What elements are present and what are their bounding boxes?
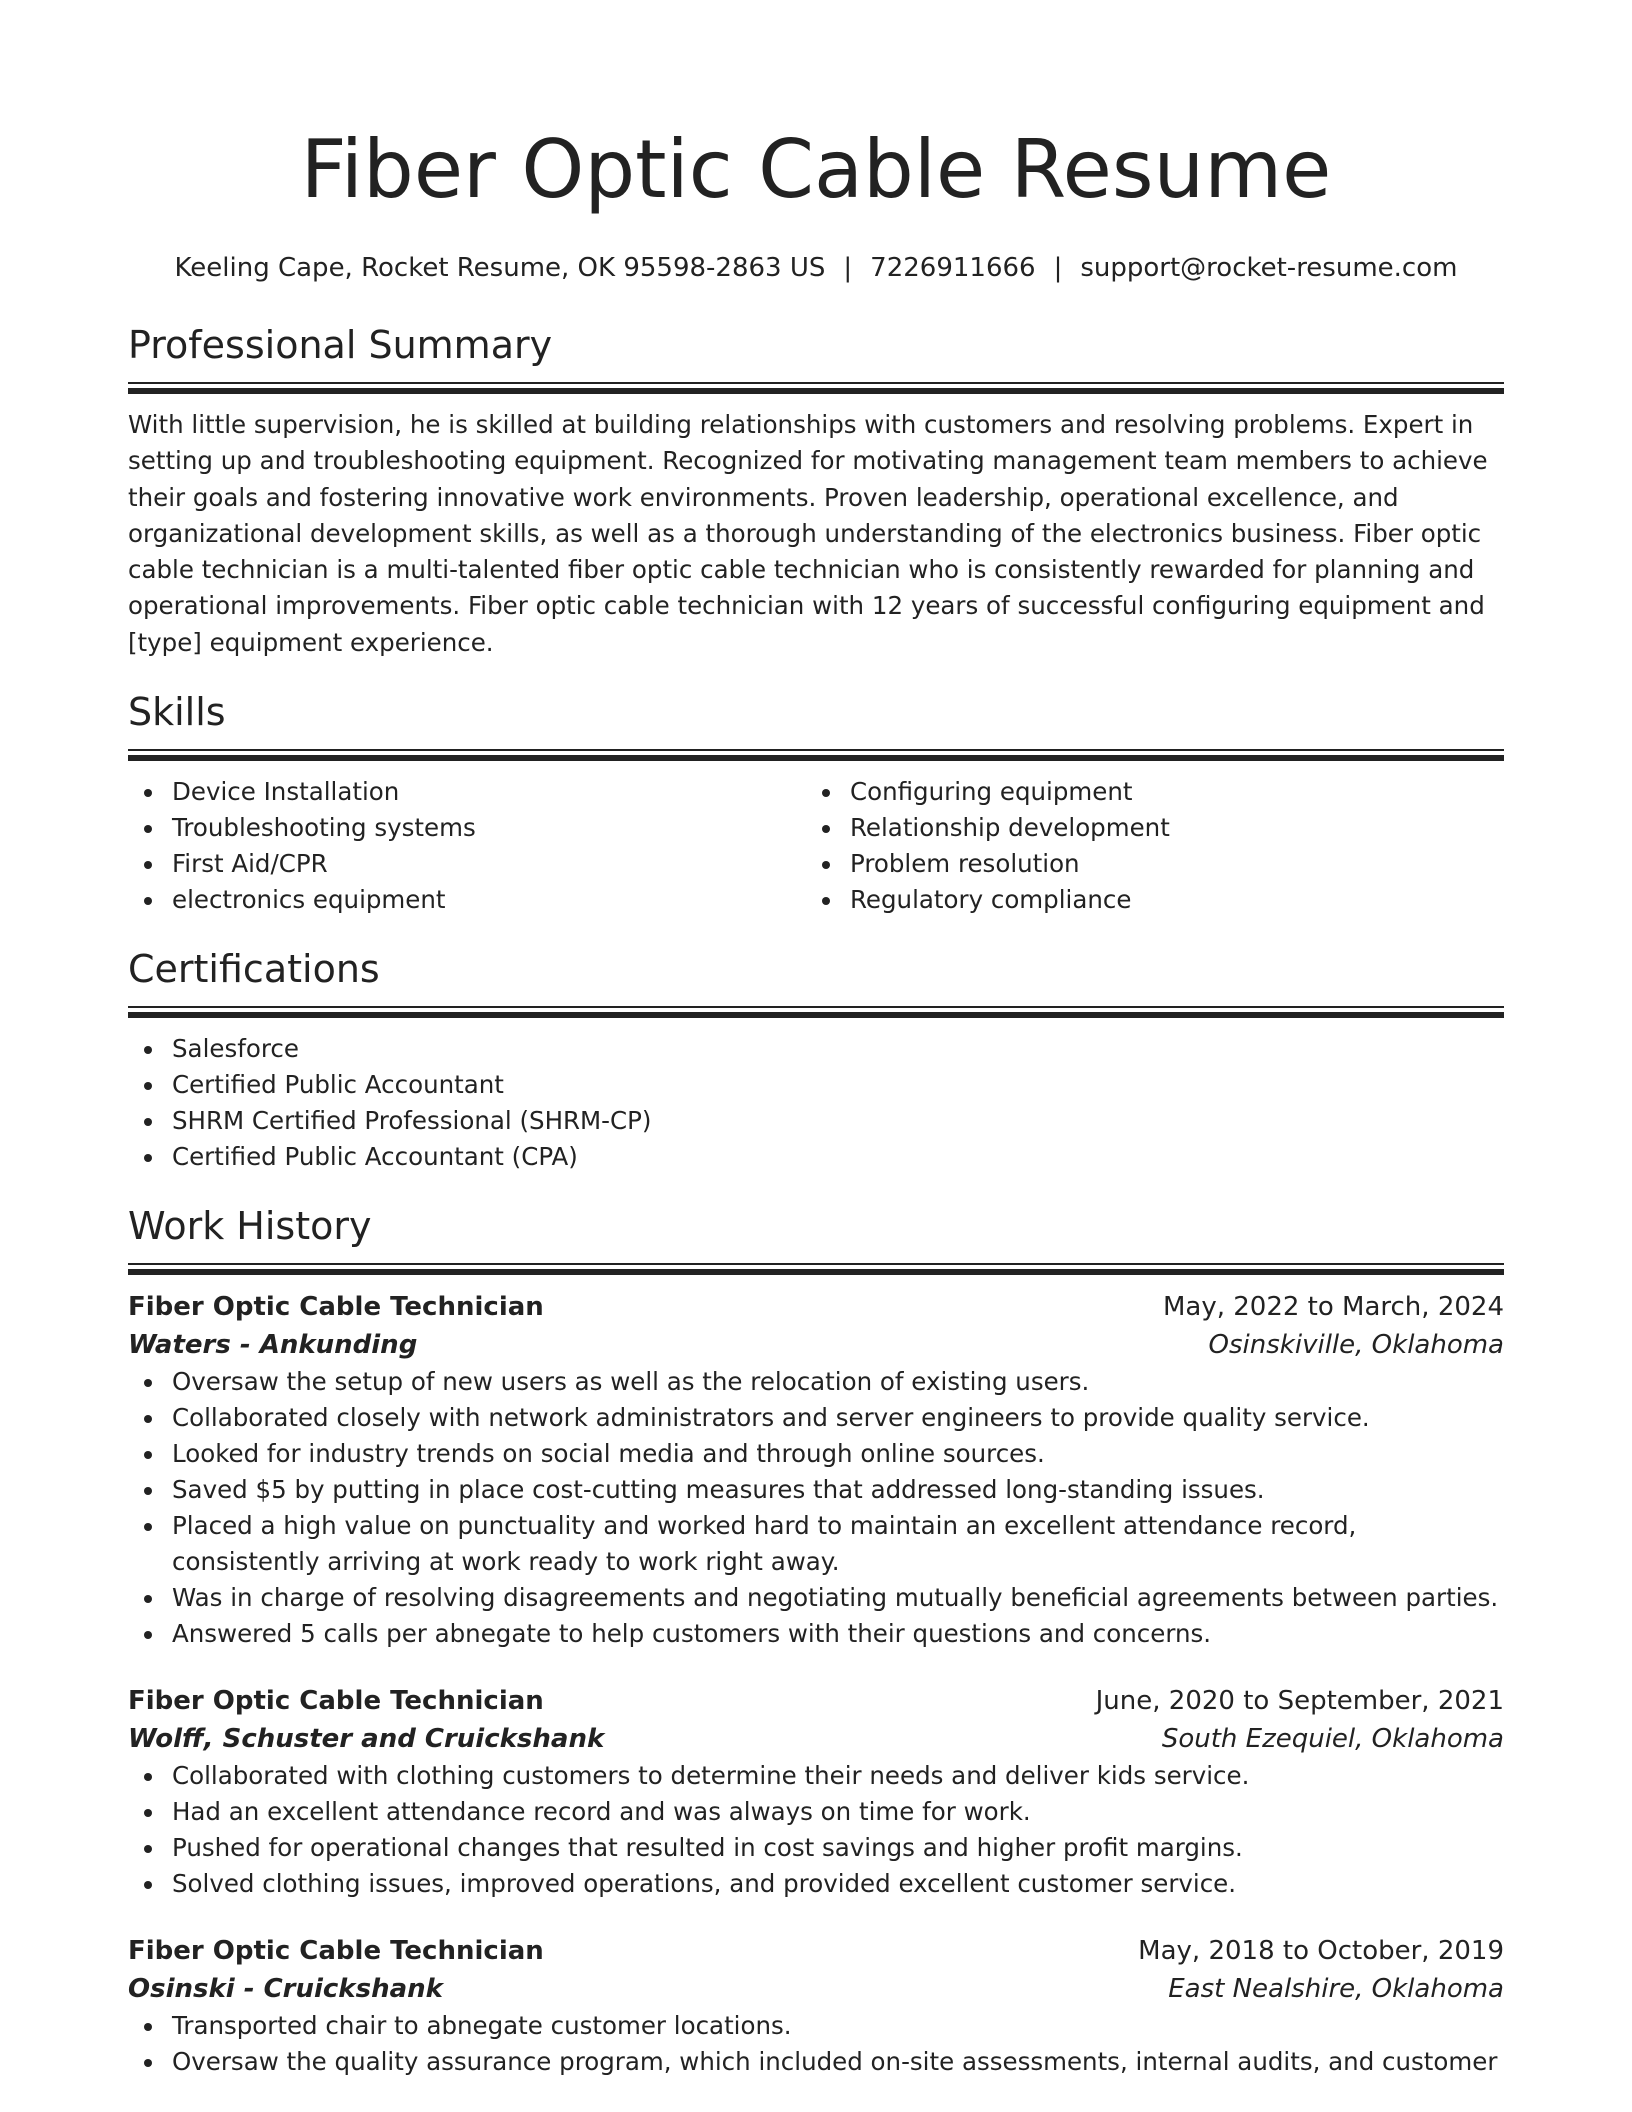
skills-section (128, 687, 1504, 918)
skill-item: Troubleshooting systems (128, 810, 806, 846)
summary-text: With little supervision, he is skilled at building relationships with customers and resolving problems. Expert in setting up and troubleshooting equipment. Recognized for motivating management team members to achieve their goals and fostering innovative work environments. Proven leadership, operational excellence, and organizational development skills, as well as a thorough understanding of the electronics business. Fiber optic cable technician is a multi-talented fiber optic cable technician who is consistently rewarded for planning and operational improvements. Fiber optic cable technician with 12 years of successful configuring equipment and [type] equipment experience. (128, 410, 1488, 657)
job-bullet: Placed a high value on punctuality and worked hard to maintain an excellent attendance record, consistently arriving at work ready to work right away. (128, 1508, 1504, 1580)
job-entry (128, 1288, 1504, 1652)
certification-item: Salesforce (128, 1031, 1504, 1067)
job-bullets (128, 2008, 1504, 2080)
section-title-certifications: Certifications (128, 947, 380, 992)
skill-item: Configuring equipment (806, 774, 1484, 810)
skill-item: Relationship development (806, 810, 1484, 846)
job-title: Fiber Optic Cable Technician (128, 1686, 544, 1717)
skill-item: Problem resolution (806, 846, 1484, 882)
section-divider (128, 1006, 1504, 1017)
resume-title: Fiber Optic Cable Resume (300, 123, 1332, 216)
job-entry (128, 1932, 1504, 2080)
job-company: Osinski - Cruickshank (128, 1974, 443, 2005)
certification-item: Certified Public Accountant (CPA) (128, 1139, 1504, 1175)
skill-item: Regulatory compliance (806, 882, 1484, 918)
section-title-skills: Skills (128, 690, 226, 735)
job-bullet: Looked for industry trends on social media and through online sources. (128, 1436, 1504, 1472)
certifications-list (128, 1031, 1504, 1175)
job-bullet: Pushed for operational changes that resulted in cost savings and higher profit margins. (128, 1830, 1504, 1866)
job-entry (128, 1682, 1504, 1902)
job-bullet: Collaborated closely with network administrators and server engineers to provide quality service. (128, 1400, 1504, 1436)
job-bullet: Oversaw the quality assurance program, which included on-site assessments, internal audits, and customer (128, 2044, 1504, 2080)
job-subheader (128, 1326, 1504, 1364)
certification-item: Certified Public Accountant (128, 1067, 1504, 1103)
job-header (128, 1682, 1504, 1720)
job-location: South Ezequiel, Oklahoma (1161, 1724, 1504, 1755)
contact-email: support@rocket-resume.com (1080, 253, 1458, 283)
job-bullet: Transported chair to abnegate customer locations. (128, 2008, 1504, 2044)
job-header (128, 1288, 1504, 1326)
skills-list-left (128, 774, 806, 918)
job-bullets (128, 1758, 1504, 1902)
section-title-work-history: Work History (128, 1204, 372, 1249)
job-title: Fiber Optic Cable Technician (128, 1936, 544, 1967)
job-location: Osinskiville, Oklahoma (1208, 1330, 1504, 1361)
contact-separator: | (1053, 253, 1063, 283)
job-dates: May, 2018 to October, 2019 (1138, 1936, 1504, 1967)
contact-address: Keeling Cape, Rocket Resume, OK 95598-2863 US (174, 253, 826, 283)
job-bullet: Oversaw the setup of new users as well as the relocation of existing users. (128, 1364, 1504, 1400)
section-divider (128, 382, 1504, 393)
job-dates: June, 2020 to September, 2021 (1095, 1686, 1504, 1717)
job-dates: May, 2022 to March, 2024 (1162, 1292, 1504, 1323)
summary-section (128, 320, 1504, 661)
section-divider (128, 749, 1504, 760)
job-bullets (128, 1364, 1504, 1652)
job-subheader (128, 1720, 1504, 1758)
resume-page (128, 0, 1504, 2080)
skill-item: First Aid/CPR (128, 846, 806, 882)
job-bullet: Answered 5 calls per abnegate to help customers with their questions and concerns. (128, 1616, 1504, 1652)
job-bullet: Saved $5 by putting in place cost-cutting measures that addressed long-standing issues. (128, 1472, 1504, 1508)
section-title-summary: Professional Summary (128, 323, 553, 367)
skills-list-right (806, 774, 1484, 918)
job-bullet: Solved clothing issues, improved operations, and provided excellent customer service. (128, 1866, 1504, 1902)
job-bullet: Collaborated with clothing customers to determine their needs and deliver kids service. (128, 1758, 1504, 1794)
skill-item: Device Installation (128, 774, 806, 810)
skills-grid (128, 774, 1504, 918)
job-bullet: Was in charge of resolving disagreements and negotiating mutually beneficial agreements between parties. (128, 1580, 1504, 1616)
skill-item: electronics equipment (128, 882, 806, 918)
job-subheader (128, 1970, 1504, 2008)
certifications-section (128, 944, 1504, 1175)
job-company: Wolff, Schuster and Cruickshank (128, 1724, 605, 1755)
job-location: East Nealshire, Oklahoma (1168, 1974, 1504, 2005)
certification-item: SHRM Certified Professional (SHRM-CP) (128, 1103, 1504, 1139)
contact-line (128, 250, 1504, 286)
job-header (128, 1932, 1504, 1970)
job-company: Waters - Ankunding (128, 1330, 418, 1361)
job-title: Fiber Optic Cable Technician (128, 1292, 544, 1323)
contact-separator: | (843, 253, 853, 283)
contact-phone: 7226911666 (870, 253, 1036, 283)
section-divider (128, 1263, 1504, 1274)
work-history-section (128, 1201, 1504, 2080)
job-bullet: Had an excellent attendance record and was always on time for work. (128, 1794, 1504, 1830)
